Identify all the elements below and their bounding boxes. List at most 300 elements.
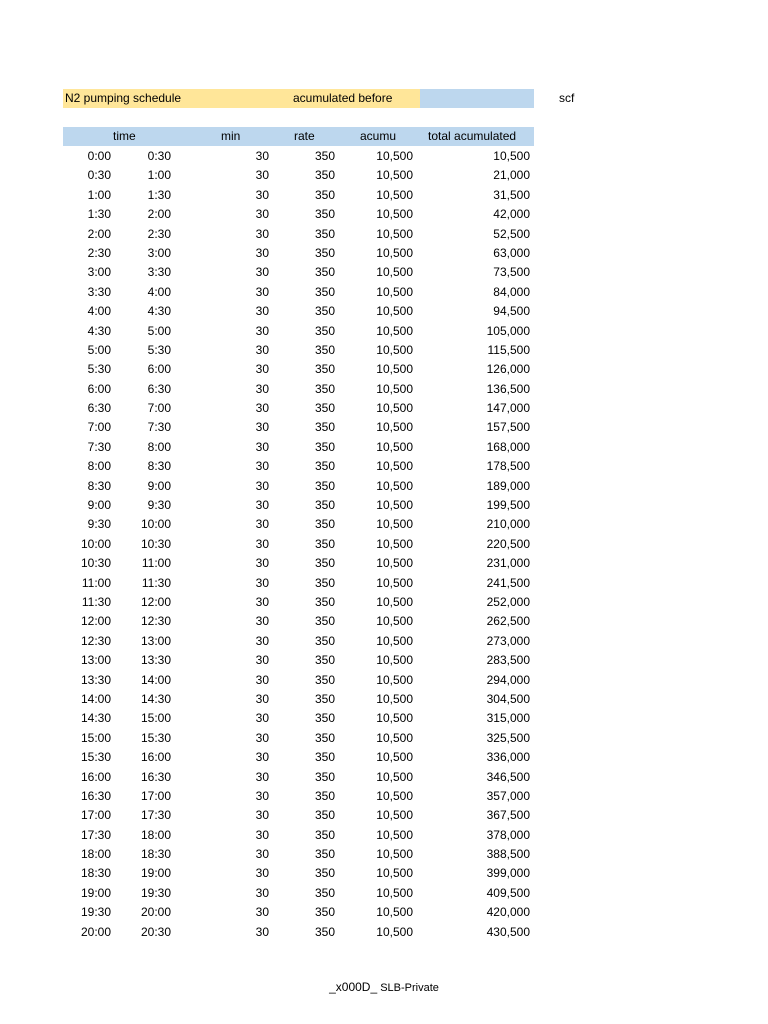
time-end-cell[interactable]: 14:00 xyxy=(140,672,171,687)
total-accumulated-cell[interactable]: 168,000 xyxy=(486,439,530,454)
time-end-cell[interactable]: 4:00 xyxy=(147,284,171,299)
rate-cell[interactable]: 350 xyxy=(314,730,335,745)
time-start-cell[interactable]: 19:00 xyxy=(80,885,111,900)
rate-cell[interactable]: 350 xyxy=(314,226,335,241)
minutes-cell[interactable]: 30 xyxy=(255,788,269,803)
rate-cell[interactable]: 350 xyxy=(314,866,335,881)
time-end-cell[interactable]: 9:30 xyxy=(147,498,171,513)
table-row xyxy=(63,360,534,379)
time-end-cell[interactable]: 1:30 xyxy=(147,187,171,202)
rate-cell[interactable]: 350 xyxy=(314,265,335,280)
time-start-cell[interactable]: 0:30 xyxy=(87,168,111,183)
column-header-acumu: acumu xyxy=(360,129,397,143)
minutes-cell[interactable]: 30 xyxy=(255,711,269,726)
rate-cell[interactable]: 350 xyxy=(314,750,335,765)
table-row xyxy=(63,322,534,341)
acumu-cell[interactable]: 10,500 xyxy=(376,304,413,319)
acumu-cell[interactable]: 10,500 xyxy=(376,168,413,183)
time-end-cell[interactable]: 8:30 xyxy=(147,459,171,474)
minutes-cell[interactable]: 30 xyxy=(255,808,269,823)
rate-cell[interactable]: 350 xyxy=(314,459,335,474)
table-row xyxy=(63,787,534,806)
time-end-cell[interactable]: 8:00 xyxy=(147,439,171,454)
time-end-cell[interactable]: 14:30 xyxy=(140,691,171,706)
minutes-cell[interactable]: 30 xyxy=(255,323,269,338)
table-row xyxy=(63,768,534,787)
acumu-cell[interactable]: 10,500 xyxy=(376,323,413,338)
time-start-cell[interactable]: 18:00 xyxy=(80,847,111,862)
rate-cell[interactable]: 350 xyxy=(314,168,335,183)
acumu-cell[interactable]: 10,500 xyxy=(376,788,413,803)
acumu-cell[interactable]: 10,500 xyxy=(376,691,413,706)
time-end-cell[interactable]: 6:00 xyxy=(147,362,171,377)
time-start-cell[interactable]: 2:30 xyxy=(87,245,111,260)
time-end-cell[interactable]: 10:30 xyxy=(140,536,171,551)
acumu-cell[interactable]: 10,500 xyxy=(376,149,413,163)
total-accumulated-cell[interactable]: 178,500 xyxy=(486,459,530,474)
minutes-cell[interactable]: 30 xyxy=(255,498,269,513)
acumu-cell[interactable]: 10,500 xyxy=(376,536,413,551)
time-start-cell[interactable]: 11:00 xyxy=(81,575,111,590)
rate-cell[interactable]: 350 xyxy=(314,924,335,939)
total-accumulated-cell[interactable]: 430,500 xyxy=(486,924,530,939)
acumu-cell[interactable]: 10,500 xyxy=(376,362,413,377)
time-start-cell[interactable]: 15:30 xyxy=(80,750,111,765)
total-accumulated-cell[interactable]: 63,000 xyxy=(493,245,530,260)
time-end-cell[interactable]: 1:00 xyxy=(147,168,171,183)
column-header-total-accumulated: total acumulated xyxy=(428,129,517,143)
rate-cell[interactable]: 350 xyxy=(314,342,335,357)
acumu-cell[interactable]: 10,500 xyxy=(376,653,413,668)
time-end-cell[interactable]: 11:30 xyxy=(141,575,171,590)
acumu-cell[interactable]: 10,500 xyxy=(376,517,413,532)
total-accumulated-cell[interactable]: 220,500 xyxy=(486,536,530,551)
time-end-cell[interactable]: 15:30 xyxy=(140,730,171,745)
minutes-cell[interactable]: 30 xyxy=(255,381,269,396)
rate-cell[interactable]: 350 xyxy=(314,517,335,532)
acumu-cell[interactable]: 10,500 xyxy=(376,245,413,260)
table-row xyxy=(63,186,534,205)
rate-cell[interactable]: 350 xyxy=(314,478,335,493)
table-row xyxy=(63,612,534,631)
minutes-cell[interactable]: 30 xyxy=(255,265,269,280)
total-accumulated-cell[interactable]: 273,000 xyxy=(486,633,530,648)
minutes-cell[interactable]: 30 xyxy=(255,730,269,745)
rate-cell[interactable]: 350 xyxy=(314,362,335,377)
time-end-cell[interactable]: 2:00 xyxy=(147,207,171,222)
table-row xyxy=(63,225,534,244)
minutes-cell[interactable]: 30 xyxy=(255,614,269,629)
minutes-cell[interactable]: 30 xyxy=(255,594,269,609)
minutes-cell[interactable]: 30 xyxy=(255,672,269,687)
total-accumulated-cell[interactable]: 10,500 xyxy=(493,149,530,163)
acumu-cell[interactable]: 10,500 xyxy=(376,672,413,687)
time-start-cell[interactable]: 3:00 xyxy=(87,265,111,280)
time-start-cell[interactable]: 11:30 xyxy=(81,594,111,609)
footer xyxy=(0,980,768,994)
rate-cell[interactable]: 350 xyxy=(314,594,335,609)
time-end-cell[interactable]: 9:00 xyxy=(147,478,171,493)
acumu-cell[interactable]: 10,500 xyxy=(376,498,413,513)
rate-cell[interactable]: 350 xyxy=(314,284,335,299)
rate-cell[interactable]: 350 xyxy=(314,187,335,202)
total-accumulated-cell[interactable]: 304,500 xyxy=(486,691,530,706)
minutes-cell[interactable]: 30 xyxy=(255,536,269,551)
table-row xyxy=(63,166,534,185)
table-row xyxy=(63,884,534,903)
total-accumulated-cell[interactable]: 294,000 xyxy=(486,672,530,687)
rate-cell[interactable]: 350 xyxy=(314,401,335,416)
table-row xyxy=(63,496,534,515)
time-start-cell[interactable]: 20:00 xyxy=(80,924,111,939)
minutes-cell[interactable]: 30 xyxy=(255,342,269,357)
total-accumulated-cell[interactable]: 367,500 xyxy=(486,808,530,823)
total-accumulated-cell[interactable]: 115,500 xyxy=(487,342,530,357)
rate-cell[interactable]: 350 xyxy=(314,498,335,513)
minutes-cell[interactable]: 30 xyxy=(255,691,269,706)
minutes-cell[interactable]: 30 xyxy=(255,439,269,454)
time-start-cell[interactable]: 9:30 xyxy=(87,517,111,532)
table-row xyxy=(63,477,534,496)
table-row xyxy=(63,535,534,554)
time-end-cell[interactable]: 5:30 xyxy=(147,342,171,357)
rate-cell[interactable]: 350 xyxy=(314,304,335,319)
total-accumulated-cell[interactable]: 199,500 xyxy=(486,498,530,513)
table-row xyxy=(63,263,534,282)
minutes-cell[interactable]: 30 xyxy=(255,420,269,435)
table-row xyxy=(63,845,534,864)
column-header-time: time xyxy=(113,129,136,143)
time-start-cell[interactable]: 6:30 xyxy=(87,401,111,416)
acumu-cell[interactable]: 10,500 xyxy=(376,459,413,474)
acumu-cell[interactable]: 10,500 xyxy=(376,381,413,396)
table-row xyxy=(63,748,534,767)
time-start-cell[interactable]: 2:00 xyxy=(87,226,111,241)
time-start-cell[interactable]: 7:00 xyxy=(87,420,111,435)
acumu-cell[interactable]: 10,500 xyxy=(376,614,413,629)
time-end-cell[interactable]: 5:00 xyxy=(147,323,171,338)
total-accumulated-cell[interactable]: 409,500 xyxy=(486,885,530,900)
time-start-cell[interactable]: 12:30 xyxy=(80,633,111,648)
total-accumulated-cell[interactable]: 136,500 xyxy=(486,381,530,396)
total-accumulated-cell[interactable]: 84,000 xyxy=(493,284,530,299)
rate-cell[interactable]: 350 xyxy=(314,420,335,435)
rate-cell[interactable]: 350 xyxy=(314,536,335,551)
time-start-cell[interactable]: 13:30 xyxy=(80,672,111,687)
total-accumulated-cell[interactable]: 241,500 xyxy=(486,575,530,590)
rate-cell[interactable]: 350 xyxy=(314,847,335,862)
minutes-cell[interactable]: 30 xyxy=(255,401,269,416)
time-end-cell[interactable]: 16:00 xyxy=(140,750,171,765)
schedule-table-body xyxy=(63,147,534,942)
rate-cell[interactable]: 350 xyxy=(314,672,335,687)
time-end-cell[interactable]: 3:30 xyxy=(147,265,171,280)
total-accumulated-cell[interactable]: 262,500 xyxy=(486,614,530,629)
table-row xyxy=(63,147,534,166)
acumu-cell[interactable]: 10,500 xyxy=(376,226,413,241)
footer-code: _x000D_ xyxy=(329,980,378,994)
total-accumulated-cell[interactable]: 378,000 xyxy=(486,827,530,842)
time-start-cell[interactable]: 13:00 xyxy=(80,653,111,668)
time-end-cell[interactable]: 0:30 xyxy=(147,149,171,163)
total-accumulated-cell[interactable]: 126,000 xyxy=(486,362,530,377)
table-row xyxy=(63,903,534,922)
minutes-cell[interactable]: 30 xyxy=(255,575,269,590)
acumu-cell[interactable]: 10,500 xyxy=(376,439,413,454)
total-accumulated-cell[interactable]: 231,000 xyxy=(486,556,530,571)
time-end-cell[interactable]: 7:30 xyxy=(147,420,171,435)
acumu-cell[interactable]: 10,500 xyxy=(376,847,413,862)
table-row xyxy=(63,380,534,399)
time-end-cell[interactable]: 20:30 xyxy=(140,924,171,939)
schedule-title: N2 pumping schedule xyxy=(65,91,182,105)
time-start-cell[interactable]: 19:30 xyxy=(80,905,111,920)
time-end-cell[interactable]: 12:00 xyxy=(140,594,171,609)
total-accumulated-cell[interactable]: 420,000 xyxy=(486,905,530,920)
time-start-cell[interactable]: 5:30 xyxy=(87,362,111,377)
table-row xyxy=(63,341,534,360)
minutes-cell[interactable]: 30 xyxy=(255,478,269,493)
minutes-cell[interactable]: 30 xyxy=(255,847,269,862)
table-row xyxy=(63,690,534,709)
acumu-cell[interactable]: 10,500 xyxy=(376,575,413,590)
total-accumulated-cell[interactable]: 94,500 xyxy=(493,304,530,319)
accumulated-before-label: acumulated before xyxy=(293,91,393,105)
time-start-cell[interactable]: 14:30 xyxy=(80,711,111,726)
rate-cell[interactable]: 350 xyxy=(314,691,335,706)
total-accumulated-cell[interactable]: 157,500 xyxy=(486,420,530,435)
minutes-cell[interactable]: 30 xyxy=(255,769,269,784)
time-end-cell[interactable]: 2:30 xyxy=(147,226,171,241)
time-start-cell[interactable]: 14:00 xyxy=(80,691,111,706)
time-start-cell[interactable]: 1:00 xyxy=(87,187,111,202)
time-start-cell[interactable]: 4:30 xyxy=(87,323,111,338)
total-accumulated-cell[interactable]: 325,500 xyxy=(486,730,530,745)
table-row xyxy=(63,729,534,748)
time-end-cell[interactable]: 11:00 xyxy=(141,556,171,571)
total-accumulated-cell[interactable]: 105,000 xyxy=(486,323,530,338)
minutes-cell[interactable]: 30 xyxy=(255,149,269,163)
rate-cell[interactable]: 350 xyxy=(314,556,335,571)
minutes-cell[interactable]: 30 xyxy=(255,866,269,881)
time-start-cell[interactable]: 7:30 xyxy=(87,439,111,454)
time-end-cell[interactable]: 15:00 xyxy=(140,711,171,726)
total-accumulated-cell[interactable]: 315,000 xyxy=(486,711,530,726)
rate-cell[interactable]: 350 xyxy=(314,207,335,222)
total-accumulated-cell[interactable]: 399,000 xyxy=(486,866,530,881)
total-accumulated-cell[interactable]: 31,500 xyxy=(493,187,530,202)
rate-cell[interactable]: 350 xyxy=(314,439,335,454)
column-header-row xyxy=(63,127,534,146)
time-end-cell[interactable]: 18:00 xyxy=(140,827,171,842)
acumu-cell[interactable]: 10,500 xyxy=(376,207,413,222)
table-row xyxy=(63,651,534,670)
table-row xyxy=(63,205,534,224)
column-header-min: min xyxy=(221,129,241,143)
table-row xyxy=(63,806,534,825)
minutes-cell[interactable]: 30 xyxy=(255,556,269,571)
total-accumulated-cell[interactable]: 283,500 xyxy=(486,653,530,668)
minutes-cell[interactable]: 30 xyxy=(255,905,269,920)
time-start-cell[interactable]: 6:00 xyxy=(87,381,111,396)
time-end-cell[interactable]: 13:30 xyxy=(140,653,171,668)
time-end-cell[interactable]: 4:30 xyxy=(147,304,171,319)
time-start-cell[interactable]: 16:00 xyxy=(80,769,111,784)
total-accumulated-cell[interactable]: 147,000 xyxy=(486,401,530,416)
minutes-cell[interactable]: 30 xyxy=(255,653,269,668)
rate-cell[interactable]: 350 xyxy=(314,885,335,900)
acumu-cell[interactable]: 10,500 xyxy=(376,284,413,299)
time-start-cell[interactable]: 8:30 xyxy=(87,478,111,493)
title-band xyxy=(63,89,420,108)
rate-cell[interactable]: 350 xyxy=(314,575,335,590)
table-row xyxy=(63,709,534,728)
acumu-cell[interactable]: 10,500 xyxy=(376,342,413,357)
table-row xyxy=(63,283,534,302)
minutes-cell[interactable]: 30 xyxy=(255,226,269,241)
total-accumulated-cell[interactable]: 252,000 xyxy=(486,594,530,609)
rate-cell[interactable]: 350 xyxy=(314,905,335,920)
table-row xyxy=(63,864,534,883)
total-accumulated-cell[interactable]: 189,000 xyxy=(486,478,530,493)
time-end-cell[interactable]: 6:30 xyxy=(147,381,171,396)
rate-cell[interactable]: 350 xyxy=(314,769,335,784)
minutes-cell[interactable]: 30 xyxy=(255,168,269,183)
acumu-cell[interactable]: 10,500 xyxy=(376,769,413,784)
rate-cell[interactable]: 350 xyxy=(314,633,335,648)
acumu-cell[interactable]: 10,500 xyxy=(376,711,413,726)
acumu-cell[interactable]: 10,500 xyxy=(376,556,413,571)
acumu-cell[interactable]: 10,500 xyxy=(376,827,413,842)
total-accumulated-cell[interactable]: 357,000 xyxy=(486,788,530,803)
time-end-cell[interactable]: 10:00 xyxy=(140,517,171,532)
minutes-cell[interactable]: 30 xyxy=(255,284,269,299)
minutes-cell[interactable]: 30 xyxy=(255,207,269,222)
minutes-cell[interactable]: 30 xyxy=(255,304,269,319)
column-header-rate: rate xyxy=(294,129,315,143)
time-start-cell[interactable]: 15:00 xyxy=(80,730,111,745)
table-row xyxy=(63,244,534,263)
total-accumulated-cell[interactable]: 346,500 xyxy=(486,769,530,784)
total-accumulated-cell[interactable]: 21,000 xyxy=(493,168,530,183)
time-start-cell[interactable]: 5:00 xyxy=(87,342,111,357)
time-start-cell[interactable]: 17:30 xyxy=(80,827,111,842)
acumu-cell[interactable]: 10,500 xyxy=(376,885,413,900)
acumu-cell[interactable]: 10,500 xyxy=(376,808,413,823)
time-start-cell[interactable]: 10:00 xyxy=(80,536,111,551)
acumu-cell[interactable]: 10,500 xyxy=(376,866,413,881)
time-end-cell[interactable]: 3:00 xyxy=(147,245,171,260)
minutes-cell[interactable]: 30 xyxy=(255,187,269,202)
rate-cell[interactable]: 350 xyxy=(314,653,335,668)
total-accumulated-cell[interactable]: 336,000 xyxy=(486,750,530,765)
acumu-cell[interactable]: 10,500 xyxy=(376,750,413,765)
time-end-cell[interactable]: 7:00 xyxy=(147,401,171,416)
total-accumulated-cell[interactable]: 388,500 xyxy=(486,847,530,862)
total-accumulated-cell[interactable]: 210,000 xyxy=(486,517,530,532)
table-row xyxy=(63,826,534,845)
acumu-cell[interactable]: 10,500 xyxy=(376,187,413,202)
table-row xyxy=(63,457,534,476)
time-start-cell[interactable]: 10:30 xyxy=(80,556,111,571)
time-start-cell[interactable]: 9:00 xyxy=(87,498,111,513)
time-start-cell[interactable]: 12:00 xyxy=(80,614,111,629)
minutes-cell[interactable]: 30 xyxy=(255,245,269,260)
acumu-cell[interactable]: 10,500 xyxy=(376,265,413,280)
table-row xyxy=(63,515,534,534)
time-end-cell[interactable]: 19:00 xyxy=(140,866,171,881)
table-row xyxy=(63,399,534,418)
time-end-cell[interactable]: 16:30 xyxy=(140,769,171,784)
time-end-cell[interactable]: 12:30 xyxy=(140,614,171,629)
minutes-cell[interactable]: 30 xyxy=(255,924,269,939)
minutes-cell[interactable]: 30 xyxy=(255,750,269,765)
table-row xyxy=(63,302,534,321)
table-row xyxy=(63,438,534,457)
table-row xyxy=(63,593,534,612)
rate-cell[interactable]: 350 xyxy=(314,711,335,726)
unit-label: scf xyxy=(559,91,575,105)
time-end-cell[interactable]: 13:00 xyxy=(140,633,171,648)
acumu-cell[interactable]: 10,500 xyxy=(376,924,413,939)
total-accumulated-cell[interactable]: 42,000 xyxy=(493,207,530,222)
time-end-cell[interactable]: 17:30 xyxy=(140,808,171,823)
rate-cell[interactable]: 350 xyxy=(314,149,335,163)
time-end-cell[interactable]: 19:30 xyxy=(140,885,171,900)
total-accumulated-cell[interactable]: 73,500 xyxy=(493,265,530,280)
rate-cell[interactable]: 350 xyxy=(314,381,335,396)
acumu-cell[interactable]: 10,500 xyxy=(376,420,413,435)
rate-cell[interactable]: 350 xyxy=(314,245,335,260)
total-accumulated-cell[interactable]: 52,500 xyxy=(493,226,530,241)
minutes-cell[interactable]: 30 xyxy=(255,633,269,648)
time-start-cell[interactable]: 3:30 xyxy=(87,284,111,299)
accumulated-before-input-cell[interactable] xyxy=(420,89,534,108)
table-row xyxy=(63,418,534,437)
minutes-cell[interactable]: 30 xyxy=(255,517,269,532)
table-row xyxy=(63,923,534,942)
rate-cell[interactable]: 350 xyxy=(314,323,335,338)
acumu-cell[interactable]: 10,500 xyxy=(376,730,413,745)
rate-cell[interactable]: 350 xyxy=(314,827,335,842)
acumu-cell[interactable]: 10,500 xyxy=(376,401,413,416)
footer-classification-label: SLB-Private xyxy=(380,982,439,994)
time-start-cell[interactable]: 18:30 xyxy=(80,866,111,881)
rate-cell[interactable]: 350 xyxy=(314,614,335,629)
time-end-cell[interactable]: 18:30 xyxy=(140,847,171,862)
minutes-cell[interactable]: 30 xyxy=(255,885,269,900)
time-start-cell[interactable]: 4:00 xyxy=(87,304,111,319)
table-row xyxy=(63,632,534,651)
rate-cell[interactable]: 350 xyxy=(314,808,335,823)
time-start-cell[interactable]: 0:00 xyxy=(87,149,111,163)
rate-cell[interactable]: 350 xyxy=(314,788,335,803)
minutes-cell[interactable]: 30 xyxy=(255,827,269,842)
time-start-cell[interactable]: 17:00 xyxy=(80,808,111,823)
acumu-cell[interactable]: 10,500 xyxy=(376,633,413,648)
acumu-cell[interactable]: 10,500 xyxy=(376,905,413,920)
time-end-cell[interactable]: 17:00 xyxy=(140,788,171,803)
time-start-cell[interactable]: 8:00 xyxy=(87,459,111,474)
minutes-cell[interactable]: 30 xyxy=(255,459,269,474)
time-end-cell[interactable]: 20:00 xyxy=(140,905,171,920)
acumu-cell[interactable]: 10,500 xyxy=(376,478,413,493)
table-row xyxy=(63,671,534,690)
time-start-cell[interactable]: 1:30 xyxy=(87,207,111,222)
minutes-cell[interactable]: 30 xyxy=(255,362,269,377)
time-start-cell[interactable]: 16:30 xyxy=(80,788,111,803)
acumu-cell[interactable]: 10,500 xyxy=(376,594,413,609)
